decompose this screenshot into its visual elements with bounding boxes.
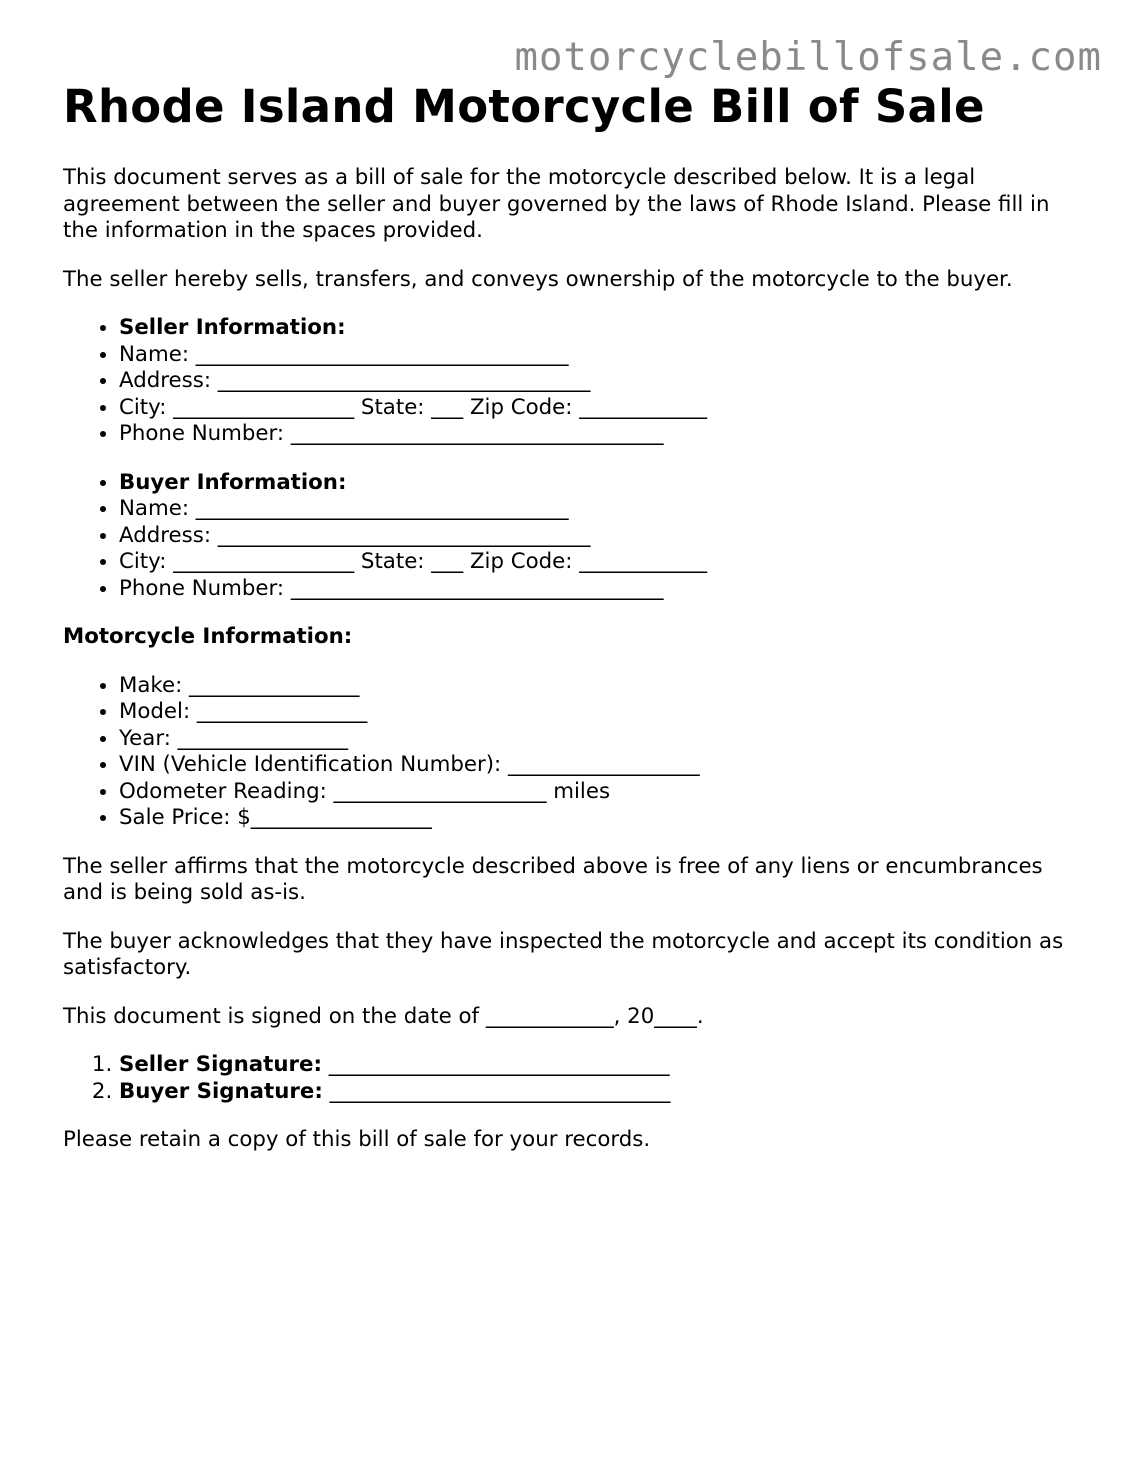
seller-signature[interactable]: 1. Seller Signature: ________________________________ [119,1052,1083,1079]
signature-list [63,1052,1083,1105]
inspection-statement: The buyer acknowledges that they have inspected the motorcycle and accept its condition as satisfactory. [63,928,1064,980]
page-title: Rhode Island Motorcycle Bill of Sale [63,80,985,133]
buyer-name-field[interactable]: • Name: ___________________________________ [119,496,1083,523]
vin-field[interactable]: • VIN (Vehicle Identification Number): __________________ [119,752,1083,779]
watermark: motorcyclebillofsale.com [514,35,1102,80]
seller-name-field[interactable]: • Name: ___________________________________ [119,342,1083,369]
closing-note: Please retain a copy of this bill of sale for your records. [63,1127,651,1152]
liens-statement: The seller affirms that the motorcycle described above is free of any liens or encumbrances and is being sold as-is. [63,853,1043,905]
date-line[interactable]: This document is signed on the date of ____________, 20____. [63,1003,704,1029]
seller-phone-field[interactable]: • Phone Number: ___________________________________ [119,421,1083,448]
seller-info-list [63,315,1083,448]
document-body [63,80,1083,1154]
buyer-city-state-zip-field[interactable]: • City: _________________ State: ___ Zip Code: ____________ [119,549,1083,576]
buyer-signature[interactable]: 2. Buyer Signature: ________________________________ [119,1079,1083,1106]
buyer-address-field[interactable]: • Address: ___________________________________ [119,523,1083,550]
seller-city-state-zip-field[interactable]: • City: _________________ State: ___ Zip Code: ____________ [119,395,1083,422]
buyer-info-list [63,470,1083,603]
seller-heading: • Seller Information: [119,315,1083,342]
motorcycle-info-list [63,673,1083,832]
buyer-phone-field[interactable]: • Phone Number: ___________________________________ [119,576,1083,603]
sale-price-field[interactable]: • Sale Price: $_________________ [119,805,1083,832]
make-field[interactable]: • Make: ________________ [119,673,1083,700]
seller-address-field[interactable]: • Address: ___________________________________ [119,368,1083,395]
model-field[interactable]: • Model: ________________ [119,699,1083,726]
transfer-statement: The seller hereby sells, transfers, and conveys ownership of the motorcycle to the buyer. [63,266,1013,292]
buyer-signature-line[interactable]: ________________________________ [329,1078,671,1104]
intro-paragraph: This document serves as a bill of sale for the motorcycle described below. It is a legal agreement between the seller and buyer governed by the laws of Rhode Island. Please fill in the information in the spaces provided. [63,165,1050,243]
seller-signature-line[interactable]: ________________________________ [328,1052,670,1077]
motorcycle-heading: Motorcycle Information: [63,624,353,649]
buyer-heading: • Buyer Information: [119,470,1083,497]
odometer-field[interactable]: • Odometer Reading: ____________________ miles [119,779,1083,806]
year-field[interactable]: • Year: ________________ [119,726,1083,753]
